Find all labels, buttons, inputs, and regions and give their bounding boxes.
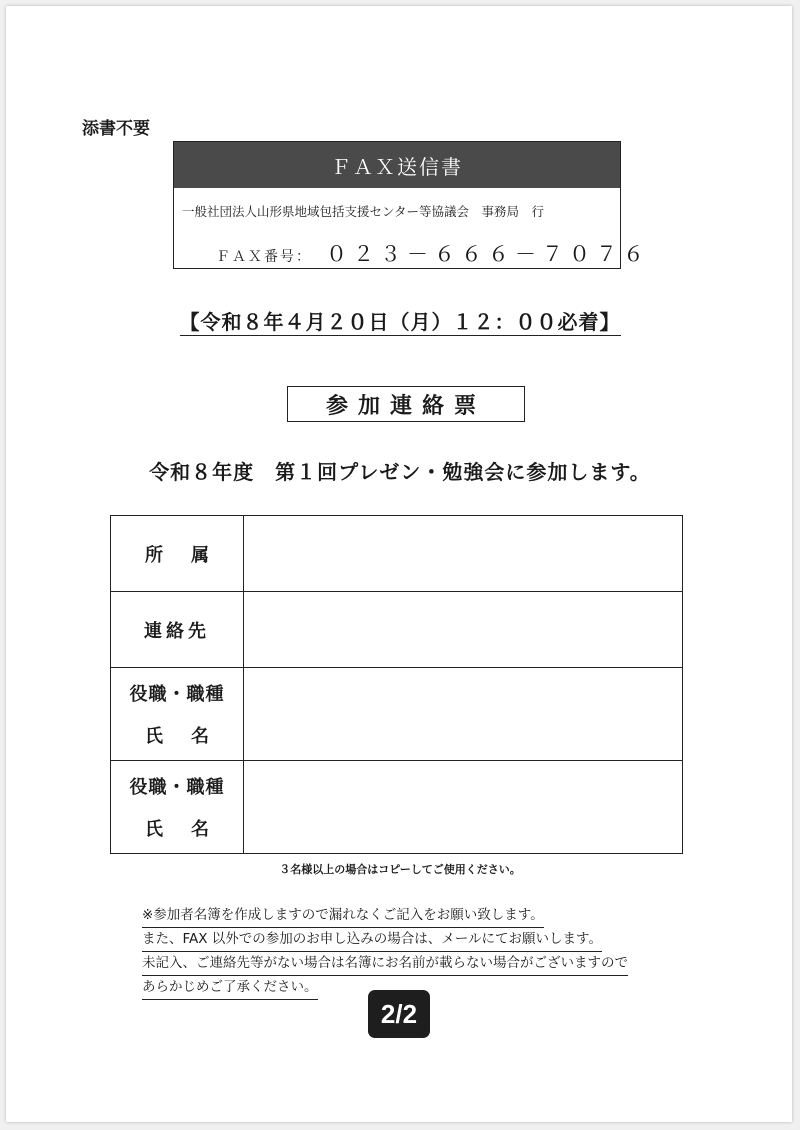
registration-table <box>110 515 683 854</box>
participant-1-label-cell <box>111 668 244 761</box>
form-subtitle: 令和８年度 第１回プレゼン・勉強会に参加します。 <box>149 460 651 484</box>
fax-number-row <box>216 238 650 268</box>
affiliation-field[interactable] <box>244 516 683 592</box>
fax-number: ０２３－６６６－７０７６ <box>326 243 650 266</box>
participant-1-field[interactable] <box>244 668 683 761</box>
table-note: ３名様以上の場合はコピーしてご使用ください。 <box>279 863 521 876</box>
contact-label-cell <box>111 592 244 668</box>
table-row-contact <box>111 592 683 668</box>
page-indicator-badge: 2/2 <box>368 990 430 1038</box>
position-label-2: 役職・職種 <box>129 777 225 798</box>
note-line-1: ※参加者名簿を作成しますので漏れなくご記入をお願い致します。 <box>142 904 544 928</box>
table-row-affiliation <box>111 516 683 592</box>
name-label-1: 氏名 <box>145 726 237 747</box>
name-label-2: 氏名 <box>145 819 237 840</box>
note-line-4: あらかじめご了承ください。 <box>142 976 318 1000</box>
contact-field[interactable] <box>244 592 683 668</box>
fax-header-box <box>173 141 650 269</box>
deadline-text: 【令和８年４月２０日（月）１２：００必着】 <box>179 310 621 334</box>
fax-title: ＦＡＸ送信書 <box>174 142 620 188</box>
contact-label: 連絡先 <box>144 620 210 642</box>
form-title: 参加連絡票 <box>287 386 525 422</box>
participant-2-label-cell <box>111 761 244 854</box>
fax-number-label: ＦＡＸ番号： <box>216 249 312 265</box>
affiliation-label: 所属 <box>145 544 237 566</box>
fax-recipient: 一般社団法人山形県地域包括支援センター等協議会 事務局 行 <box>182 204 545 219</box>
note-line-3: 未記入、ご連絡先等がない場合は名簿にお名前が載らない場合がございますので <box>142 952 628 976</box>
affiliation-label-cell <box>111 516 244 592</box>
participant-2-field[interactable] <box>244 761 683 854</box>
table-row-participant-2 <box>111 761 683 854</box>
deadline <box>0 306 800 335</box>
note-line-2: また、FAX 以外での参加のお申し込みの場合は、メールにてお願いします。 <box>142 928 602 952</box>
notes-block <box>142 904 628 1000</box>
table-row-participant-1 <box>111 668 683 761</box>
top-note: 添書不要 <box>82 119 150 139</box>
position-label-1: 役職・職種 <box>129 684 225 705</box>
